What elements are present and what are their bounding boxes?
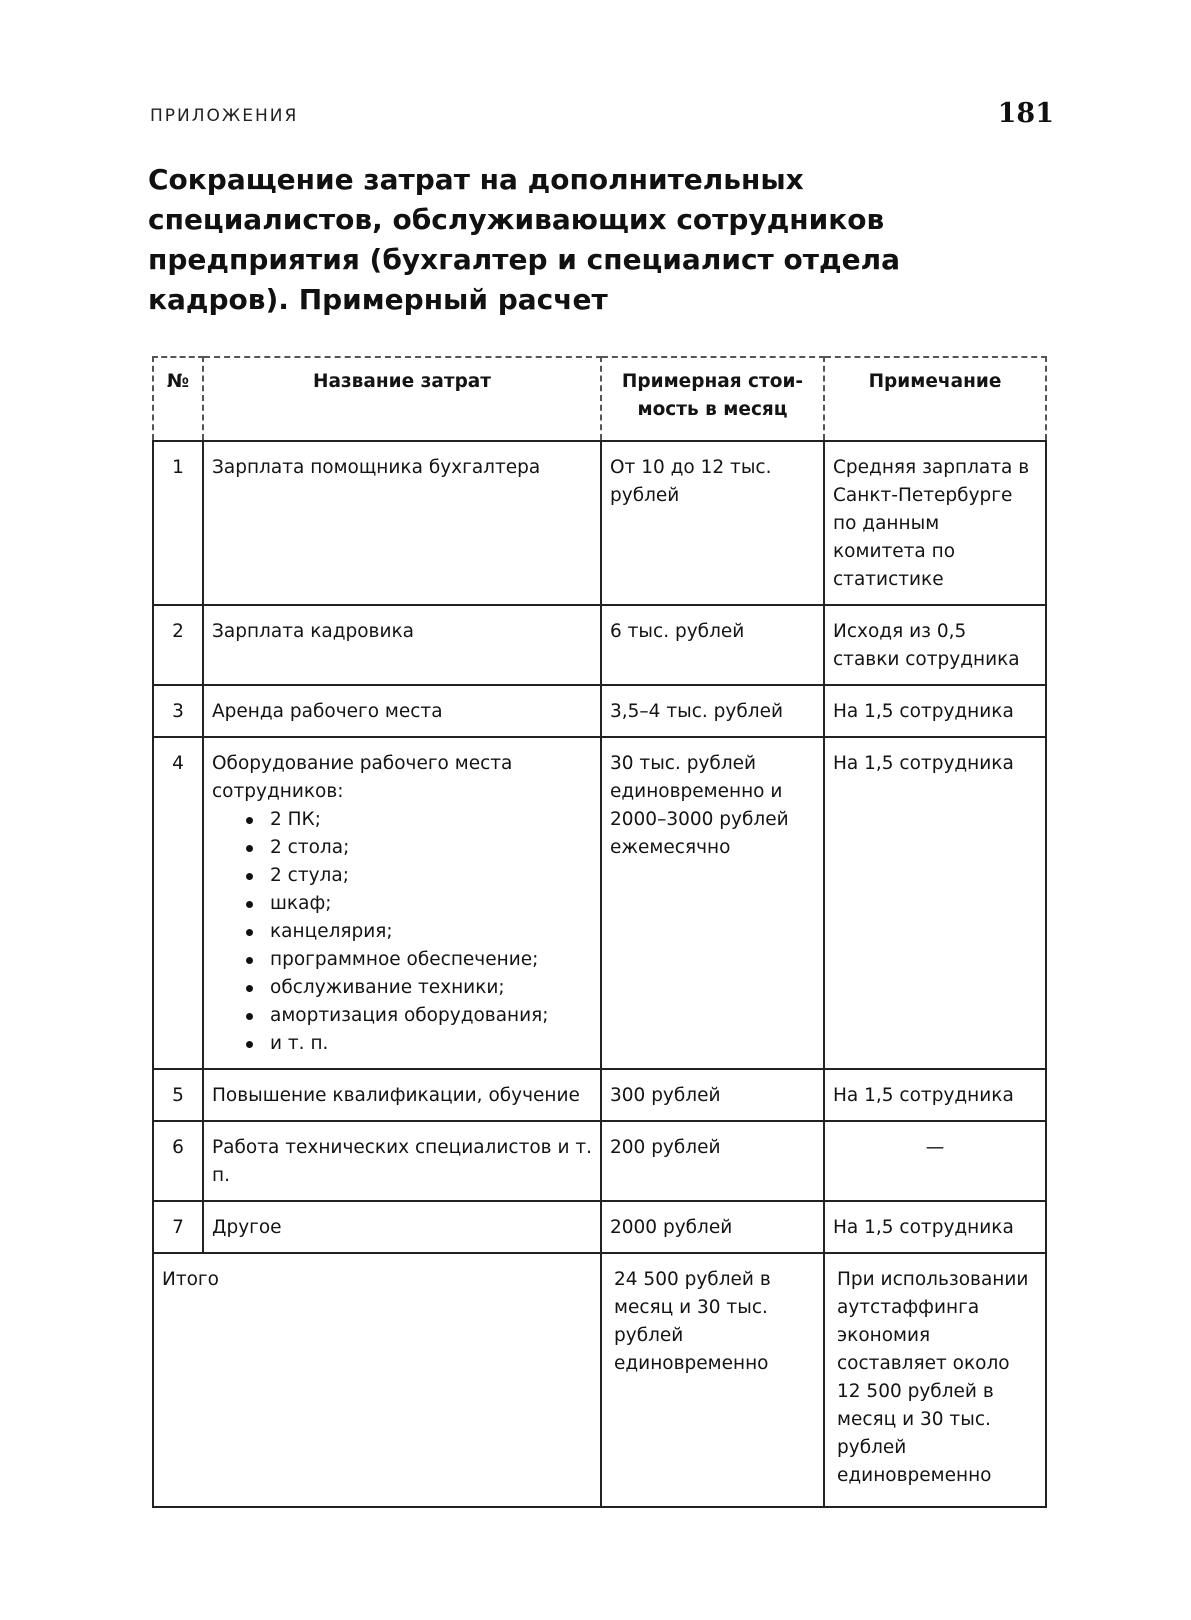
row-number: 1 [153,441,203,605]
total-note: При использовании аутстаффинга экономия составляет около 12 500 рублей в месяц и 30 тыс. рублей единовременно [824,1253,1046,1507]
total-cost: 24 500 рублей в месяц и 30 тыс. рублей единовременно [601,1253,824,1507]
row-note: Исходя из 0,5 ставки сотрудника [824,605,1046,685]
row-number: 7 [153,1201,203,1253]
column-header-note: Примечание [824,357,1046,441]
row-note: Средняя зарплата в Санкт-Петербурге по данным комитета по статистике [824,441,1046,605]
row-note: — [824,1121,1046,1201]
row-name: Зарплата кадровика [203,605,601,685]
row-name: Другое [203,1201,601,1253]
row-number: 5 [153,1069,203,1121]
column-header-number: № [153,357,203,441]
list-item: обслуживание техники; [242,974,592,1002]
row-cost: 3,5–4 тыс. рублей [601,685,824,737]
row-name-with-list [203,737,601,1069]
table-row [153,1201,1046,1253]
list-item: программное обеспечение; [242,946,592,974]
total-row [153,1253,1046,1507]
row-cost: 6 тыс. рублей [601,605,824,685]
row-name: Оборудование рабочего места сотрудников: [212,753,513,802]
row-name: Зарплата помощника бухгалтера [203,441,601,605]
row-note: На 1,5 сотрудника [824,685,1046,737]
row-name: Аренда рабочего места [203,685,601,737]
row-cost: 2000 рублей [601,1201,824,1253]
row-number: 2 [153,605,203,685]
table-row [153,1121,1046,1201]
running-head: ПРИЛОЖЕНИЯ [150,106,299,126]
list-item: канцелярия; [242,918,592,946]
row-cost: От 10 до 12 тыс. рублей [601,441,824,605]
row-note: На 1,5 сотрудника [824,1069,1046,1121]
list-item: 2 стола; [242,834,592,862]
total-label: Итого [153,1253,601,1507]
table-row [153,737,1046,1069]
table-row [153,685,1046,737]
page-number: 181 [997,98,1054,129]
list-item: шкаф; [242,890,592,918]
column-header-cost: Примерная стои- мость в месяц [601,357,824,441]
column-header-name: Название затрат [203,357,601,441]
equipment-list [212,806,592,1058]
row-number: 4 [153,737,203,1069]
table-row [153,1069,1046,1121]
row-cost: 30 тыс. рублей единовременно и 2000–3000 рублей ежемесячно [601,737,824,1069]
table-row [153,605,1046,685]
cost-table [152,356,1047,1508]
table-row [153,441,1046,605]
row-note: На 1,5 сотрудника [824,1201,1046,1253]
row-note: На 1,5 сотрудника [824,737,1046,1069]
section-title: Сокращение затрат на дополнительных специалистов, обслуживающих сотрудников предприятия (бухгалтер и специалист отдела кадров). Примерный расчет [148,163,900,316]
row-number: 3 [153,685,203,737]
list-item: амортизация оборудования; [242,1002,592,1030]
row-name: Повышение квалификации, обучение [203,1069,601,1121]
row-name: Работа технических специалистов и т. п. [203,1121,601,1201]
list-item: и т. п. [242,1030,592,1058]
row-cost: 200 рублей [601,1121,824,1201]
list-item: 2 стула; [242,862,592,890]
row-cost: 300 рублей [601,1069,824,1121]
list-item: 2 ПК; [242,806,592,834]
row-number: 6 [153,1121,203,1201]
table-header-row [153,357,1046,441]
